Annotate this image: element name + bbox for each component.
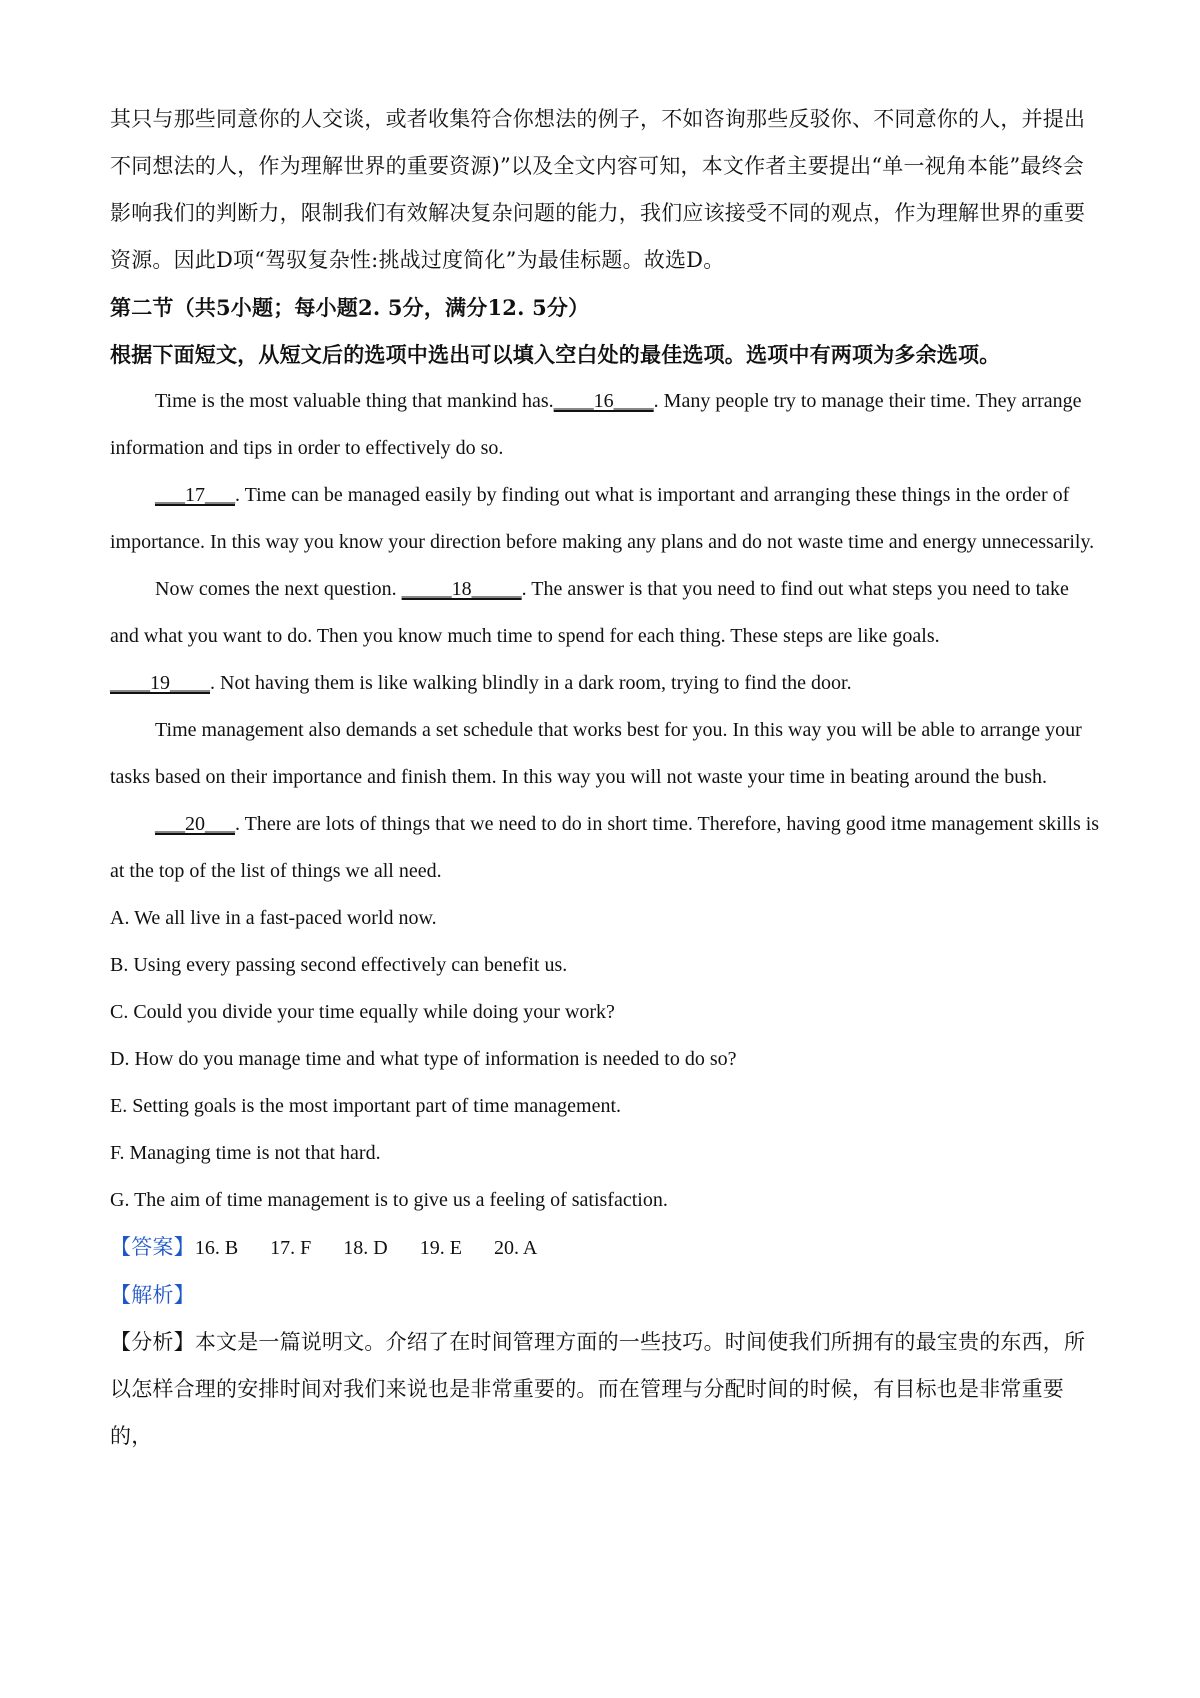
p3-text-before: Now comes the next question. [155,578,402,600]
answer-line [110,1224,1100,1272]
p1-text-before: Time is the most valuable thing that mankind has. [155,390,554,412]
answer-16: 16. B [194,1237,239,1259]
p3-text-after: . The answer is that you need to find out what steps you need to take and what you want to do. Then you know much time to spend for each thing. These steps are like goals. [110,578,1069,647]
answer-18: 18. D [343,1237,388,1259]
analysis-text: 本文是一篇说明文。介绍了在时间管理方面的一些技巧。时间使我们所拥有的最宝贵的东西，所以怎样合理的安排时间对我们来说也是非常重要的。而在管理与分配时间的时候，有目标也是非常重要的， [110,1330,1086,1448]
blank-19: ____19____ [110,672,210,694]
blank-17: ___17___ [155,484,235,506]
passage-paragraph-2 [110,472,1100,566]
blank-16: ____16____ [553,390,654,412]
option-e: E. Setting goals is the most important part of time management. [110,1095,622,1117]
answer-label: 【答案】 [110,1235,195,1259]
answer-20: 20. A [493,1237,538,1259]
document-page [110,96,1100,1460]
blank-18: _____18_____ [401,578,522,600]
p2-text-after: . Time can be managed easily by finding out what is important and arranging these things in the order of importance. In this way you know your direction before making any plans and do not waste time and energy unnecessarily. [110,484,1095,553]
instruction-text: 根据下面短文，从短文后的选项中选出可以填入空白处的最佳选项。选项中有两项为多余选项。 [110,342,1001,367]
passage-paragraph-4: Time management also demands a set schedule that works best for you. In this way you will be able to arrange your tasks based on their importance and finish them. In this way you will not waste your time in beating around the bush. [110,719,1082,788]
option-b: B. Using every passing second effectively can benefit us. [110,954,568,976]
p3-text-after2: . Not having them is like walking blindly in a dark room, trying to find the door. [210,672,852,694]
option-c: C. Could you divide your time equally while doing your work? [110,1001,615,1023]
p1-text-after: . Many people try to manage their time. They arrange information and tips in order to effectively do so. [110,390,1082,459]
blank-20: ___20___ [155,813,235,835]
option-d: D. How do you manage time and what type of information is needed to do so? [110,1048,737,1070]
option-f: F. Managing time is not that hard. [110,1142,381,1164]
passage-paragraph-1 [110,378,1100,472]
passage-paragraph-5 [110,801,1100,895]
intro-paragraph: 其只与那些同意你的人交谈，或者收集符合你想法的例子，不如咨询那些反驳你、不同意你的人，并提出不同想法的人，作为理解世界的重要资源)”以及全文内容可知，本文作者主要提出“单一视角本能”最终会影响我们的判断力，限制我们有效解决复杂问题的能力，我们应该接受不同的观点，作为理解世界的重要资源。因此D项“驾驭复杂性:挑战过度简化”为最佳标题。故选D。 [110,107,1086,272]
answer-19: 19. E [419,1237,462,1259]
analysis-label: 【解析】 [110,1283,195,1307]
option-g: G. The aim of time management is to give us a feeling of satisfaction. [110,1189,668,1211]
passage-paragraph-3 [110,566,1100,707]
analysis-sub-label: 【分析】 [110,1330,195,1354]
options-list [110,895,1100,1224]
p5-text-after: . There are lots of things that we need to do in short time. Therefore, having good itme management skills is at the top of the list of things we all need. [110,813,1100,882]
section-heading: 第二节（共5小题；每小题2. 5分，满分12. 5分） [110,295,590,320]
option-a: A. We all live in a fast-paced world now. [110,907,437,929]
answer-17: 17. F [270,1237,312,1259]
analysis-paragraph [110,1319,1100,1460]
